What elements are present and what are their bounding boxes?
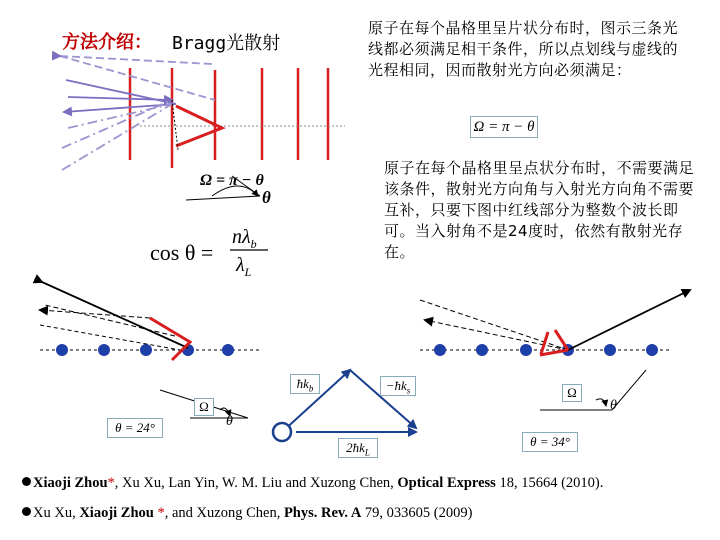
theta-left-label: θ <box>226 414 233 429</box>
description-plate-distribution: 原子在每个晶格里呈片状分布时，图示三条光线都必须满足相干条件，所以点划线与虚线的光程相同，因而散射光方向必须满足： <box>368 19 679 79</box>
lattice-left <box>40 344 260 356</box>
lattice-planes <box>130 68 328 168</box>
hk-b-label: $ħk_b$ <box>290 374 320 394</box>
formula-omega-mid: Ω = π − θ <box>200 172 264 189</box>
neg-hk-s-label: $-ħk_s$ <box>380 376 416 396</box>
theta-right-label: θ <box>610 398 617 413</box>
two-hk-L-label: $2ħk_L$ <box>338 438 378 458</box>
omega-right-label: Ω <box>562 384 582 402</box>
cos-denominator: $\lambda_L$ <box>236 254 252 279</box>
bullet-icon <box>22 507 31 516</box>
method-heading: 方法介绍： <box>62 32 152 53</box>
theta-24-label: θ = 24° <box>107 418 163 438</box>
theta-34-label: θ = 34° <box>522 432 578 452</box>
theta-mid: θ <box>262 188 271 207</box>
description-point-distribution: 原子在每个晶格里呈点状分布时，不需要满足该条件，散射光方向角与入射光方向角不需要互补，只要下图中红线部分为整数个波长即可。当入射角不是24度时，依然有散射光存在。 <box>384 159 695 261</box>
reference-1: Xiaoji Zhou*, Xu Xu, Lan Yin, W. M. Liu and Xuzong Chen, Optical Express 18, 15664 (2010). <box>22 475 603 492</box>
bullet-icon <box>22 477 31 486</box>
cos-numerator: $n\lambda_b$ <box>232 226 257 251</box>
reference-2: Xu Xu, Xiaoji Zhou *, and Xuzong Chen, Phys. Rev. A 79, 033605 (2009) <box>22 505 472 522</box>
cos-lhs: cos θ = <box>150 240 214 265</box>
omega-left-label: Ω <box>194 398 214 416</box>
formula-omega-top: Ω = π − θ <box>470 116 538 138</box>
topic-heading: Bragg光散射 <box>172 33 281 54</box>
